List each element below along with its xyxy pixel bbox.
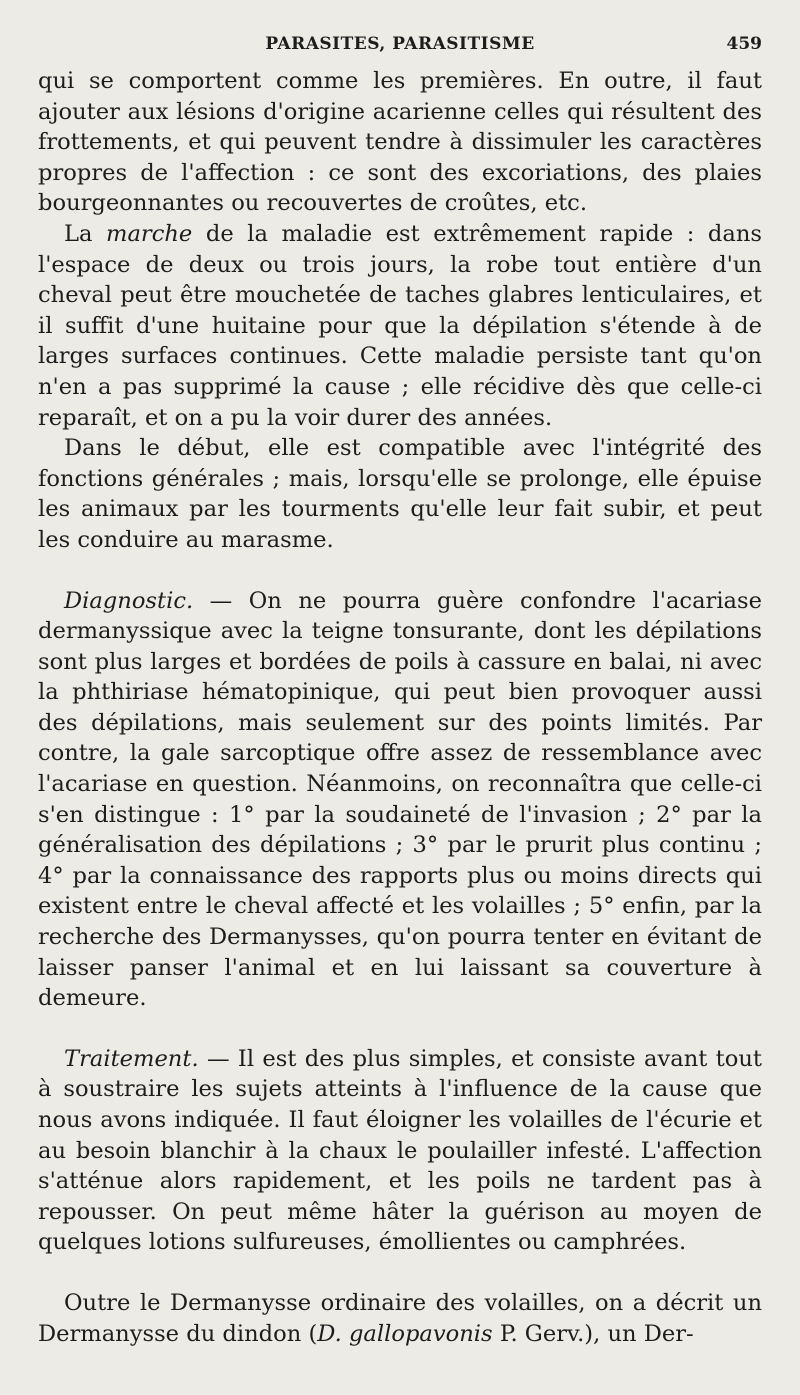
paragraph-3: Dans le début, elle est compatible avec l'intégrité des fonctions générales ; mais, lorsqu'elle se prolonge, elle épuise les animaux par les tourments qu'elle leur fait subir, et peut les conduire au marasme. — [38, 435, 762, 553]
page-number: 459 — [726, 34, 762, 54]
paragraph-diagnostic-text: — On ne pourra guère confondre l'acariase dermanyssique avec la teigne tonsurante, dont les dépilations sont plus larges et bordées de poils à cassure en balai, ni avec la phthiriase hématopinique, qui peut bien provoquer aussi des dépilations, mais seulement sur des points limités. Par contre, la gale sarcoptique offre assez de ressemblance avec l'acariase en question. Néanmoins, on reconnaîtra que celle-ci s'en distingue : 1° par la soudaineté de l'invasion ; 2° par la généralisation des dépilations ; 3° par le prurit plus continu ; 4° par la connaissance des rapports plus ou moins directs qui existent entre le cheval affecté et les volailles ; 5° enfin, par la recherche des Dermanysses, qu'on pourra tenter en évitant de laisser panser l'animal et en lui laissant sa couverture à demeure. — [38, 587, 762, 1012]
paragraph-6 — [38, 1288, 762, 1349]
section-heading-traitement: Traitement. — [64, 1045, 199, 1072]
paragraph-2-text: de la maladie est extrêmement rapide : dans l'espace de deux ou trois jours, la robe tout entière d'un cheval peut être mouchetée de taches glabres lenticulaires, et il suffit d'une huitaine pour que la dépilation s'étende à de larges surfaces continues. Cette maladie persiste tant qu'on n'en a pas supprimé la cause ; elle récidive dès que celle-ci reparaît, et on a pu la voir durer des années. — [38, 220, 762, 431]
body-text — [38, 66, 762, 1349]
paragraph-diagnostic — [38, 586, 762, 1014]
paragraph-2-lead: La — [64, 220, 107, 247]
paragraph-traitement — [38, 1044, 762, 1258]
term-marche: marche — [106, 220, 193, 247]
paragraph-6-text: P. Gerv.), un Der- — [492, 1320, 694, 1347]
section-heading-diagnostic: Diagnostic. — [64, 587, 194, 614]
running-head — [38, 30, 762, 66]
running-title: PARASITES, PARASITISME — [265, 34, 535, 54]
paragraph-traitement-text: — Il est des plus simples, et consiste avant tout à soustraire les sujets atteints à l'influence de la cause que nous avons indiquée. Il faut éloigner les volailles de l'écurie et au besoin blanchir à la chaux le poulailler infesté. L'affection s'atténue alors rapidement, et les poils ne tardent pas à repousser. On peut même hâter la guérison au moyen de quelques lotions sulfureuses, émollientes ou camphrées. — [38, 1045, 762, 1256]
paragraph-6-lead: Outre le Dermanysse ordinaire des volailles, on a décrit un Dermanysse du dindon ( — [38, 1289, 762, 1347]
species-name: D. gallopavonis — [317, 1320, 493, 1347]
paragraph-1: qui se comportent comme les premières. En outre, il faut ajouter aux lésions d'origine acarienne celles qui résultent des frottements, et qui peuvent tendre à dissimuler les caractères propres de l'affection : ce sont des excoriations, des plaies bourgeonnantes ou recouvertes de croûtes, etc. — [38, 68, 762, 217]
paragraph-2 — [38, 219, 762, 433]
